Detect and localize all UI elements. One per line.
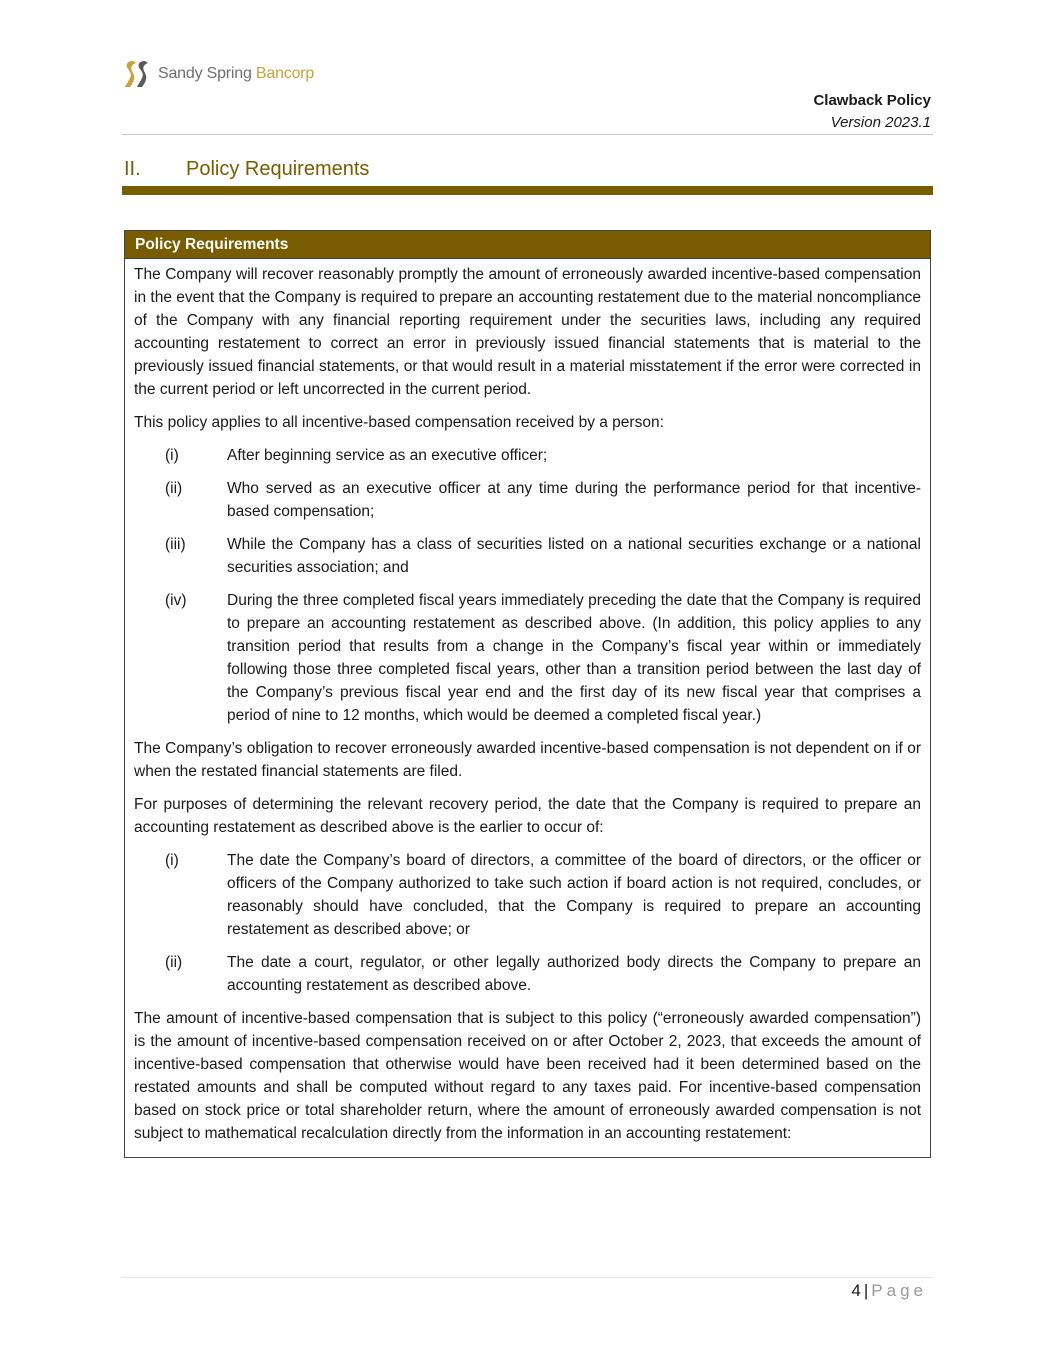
- paragraph-amount: The amount of incentive-based compensation that is subject to this policy (“erroneously awarded compensation”) is the amount of incentive-based compensation received on or after October 2, 2023, that exceeds the amount of incentive-based compensation that otherwise would have been received had it been determined based on the restated amounts and shall be computed without regard to any taxes paid. For incentive-based compensation based on stock price or total shareholder return, where the amount of erroneously awarded compensation is not subject to mathematical recalculation directly from the information in an accounting restatement:: [134, 1010, 921, 1142]
- sandy-spring-logo-icon: [124, 60, 152, 88]
- page-number-value: 4: [851, 1281, 861, 1300]
- document-version: Version 2023.1: [830, 114, 931, 131]
- list-item: [134, 444, 921, 467]
- list-item: [134, 849, 921, 941]
- page-separator: |: [863, 1281, 869, 1300]
- logo-name-primary: Sandy Spring: [158, 65, 252, 82]
- list-item-text: Who served as an executive officer at any time during the performance period for that incentive-based compensation;: [227, 480, 921, 520]
- page-number: [851, 1281, 927, 1301]
- section-number: II.: [124, 158, 141, 180]
- box-body: [125, 258, 930, 1157]
- list-item: [134, 951, 921, 997]
- section-title: Policy Requirements: [186, 158, 370, 180]
- list-item-text: The date a court, regulator, or other legally authorized body directs the Company to prepare an accounting restatement as described above.: [227, 954, 921, 994]
- list-item-number: (ii): [165, 480, 183, 497]
- paragraph-obligation: The Company’s obligation to recover erroneously awarded incentive-based compensation is not dependent on if or when the restated financial statements are filed.: [134, 740, 921, 780]
- list-item-number: (ii): [165, 954, 183, 971]
- header-divider: [122, 134, 933, 135]
- list-item-text: After beginning service as an executive officer;: [227, 447, 548, 464]
- list-item-number: (i): [165, 852, 179, 869]
- company-logo: [124, 60, 314, 88]
- list-item-number: (i): [165, 447, 179, 464]
- paragraph-recovery: The Company will recover reasonably promptly the amount of erroneously awarded incentive-based compensation in the event that the Company is required to prepare an accounting restatement due to the material noncompliance of the Company with any financial reporting requirement under the securities laws, including any required accounting restatement to correct an error in previously issued financial statements that is material to the previously issued financial statements, or that would result in a material misstatement if the error were corrected in the current period or left uncorrected in the current period.: [134, 266, 921, 398]
- list-item-text: During the three completed fiscal years immediately preceding the date that the Company is required to prepare an accounting restatement as described above. (In addition, this policy applies to any transition period that results from a change in the Company’s fiscal year within or immediately following those three completed fiscal years, other than a transition period between the last day of the Company’s previous fiscal year end and the first day of its new fiscal year that comprises a period of nine to 12 months, which would be deemed a completed fiscal year.): [227, 592, 921, 724]
- paragraph-recovery-period: For purposes of determining the relevant recovery period, the date that the Company is required to prepare an accounting restatement as described above is the earlier to occur of:: [134, 796, 921, 836]
- footer-divider: [122, 1277, 933, 1278]
- logo-text: [158, 65, 314, 83]
- page-label: Page: [871, 1281, 927, 1300]
- logo-name-accent: Bancorp: [255, 65, 315, 82]
- section-heading: [124, 158, 369, 181]
- list-item: [134, 477, 921, 523]
- box-header: Policy Requirements: [125, 231, 930, 258]
- list-item: [134, 589, 921, 727]
- list-item-number: (iv): [165, 592, 187, 609]
- list-item-text: The date the Company’s board of directors, a committee of the board of directors, or the officer or officers of the Company authorized to take such action if board action is not required, concludes, or reasonably should have concluded, that the Company is required to prepare an accounting restatement as described above; or: [227, 852, 921, 938]
- document-title: Clawback Policy: [813, 92, 931, 109]
- list-item-text: While the Company has a class of securities listed on a national securities exchange or a national securities association; and: [227, 536, 921, 576]
- list-item-number: (iii): [165, 536, 186, 553]
- section-divider-bar: [122, 186, 933, 195]
- list-item: [134, 533, 921, 579]
- policy-requirements-box: [124, 230, 931, 1158]
- paragraph-applies: This policy applies to all incentive-based compensation received by a person:: [134, 414, 664, 431]
